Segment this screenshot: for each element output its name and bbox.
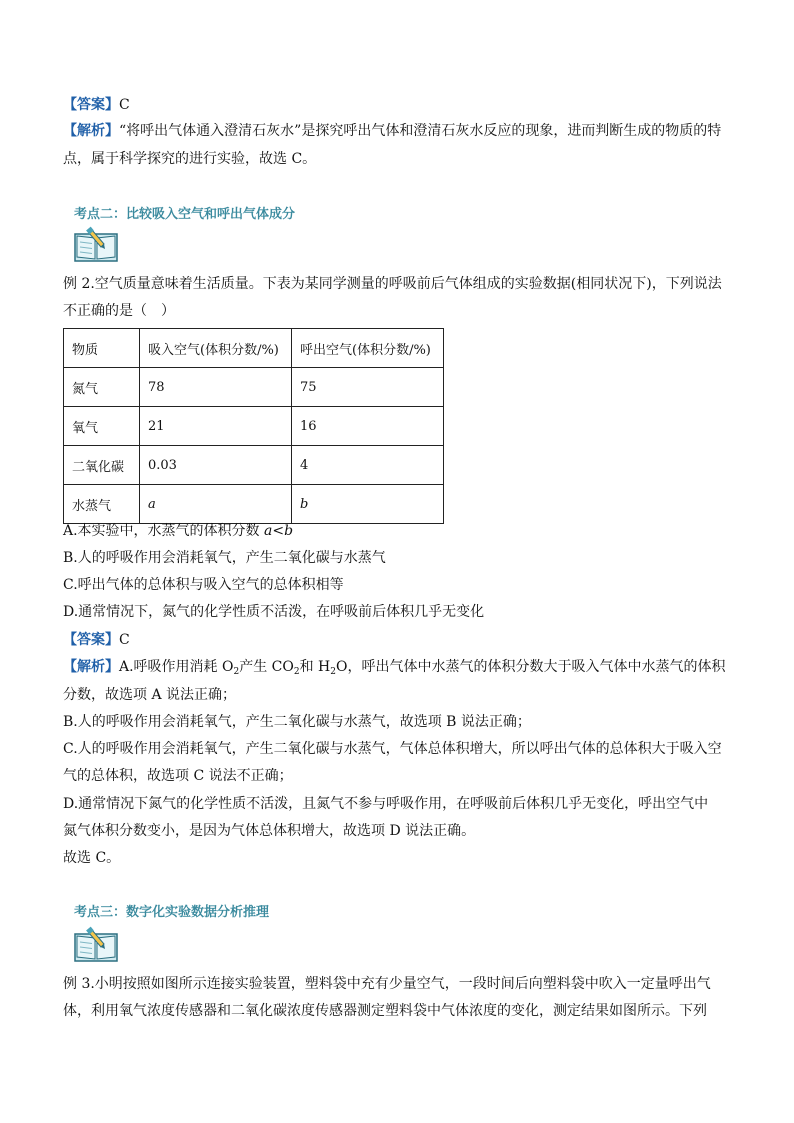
analysis-text: O，呼出气体中水蒸气的体积分数大于吸入气体中水蒸气的体积 (336, 659, 726, 675)
option-a-text: A.本实验中，水蒸气的体积分数 (63, 523, 265, 539)
table-header-row (64, 329, 444, 368)
q1-analysis-line1 (63, 122, 721, 140)
analysis-text: 产生 CO (239, 659, 294, 675)
answer-value: C (119, 97, 130, 113)
table-cell: 75 (292, 368, 444, 407)
table-cell: 0.03 (140, 446, 292, 485)
table-cell: 78 (140, 368, 292, 407)
analysis-tag: 【解析】 (63, 123, 119, 139)
example2-analysis-line3: B.人的呼吸作用会消耗氧气，产生二氧化碳与水蒸气，故选项 B 说法正确； (63, 714, 531, 730)
table-cell: 氮气 (64, 368, 140, 407)
example3-line2: 体，利用氧气浓度传感器和二氧化碳浓度传感器测定塑料袋中气体浓度的变化，测定结果如图所示。下列 (63, 1003, 707, 1019)
example2-analysis-line5: 气的总体积，故选项 C 说法不正确； (63, 768, 293, 784)
answer-tag: 【答案】 (63, 632, 119, 648)
example2-line2: 不正确的是（ ） (63, 303, 175, 319)
table-cell: 二氧化碳 (64, 446, 140, 485)
example2-answer-line (63, 631, 130, 649)
gas-composition-table (63, 328, 444, 524)
table-header-cell: 吸入空气(体积分数/%) (140, 329, 292, 368)
example2-line1: 例 2.空气质量意味着生活质量。下表为某同学测量的呼吸前后气体组成的实验数据(相同状况下)，下列说法 (63, 276, 722, 292)
answer-tag: 【答案】 (63, 97, 119, 113)
table-cell: 4 (292, 446, 444, 485)
subscript: 2 (293, 667, 300, 677)
table-cell: 水蒸气 (64, 485, 140, 524)
table-header-cell: 呼出空气(体积分数/%) (292, 329, 444, 368)
analysis-text: “将呼出气体通入澄清石灰水”是探究呼出气体和澄清石灰水反应的现象，进而判断生成的物质的特 (119, 123, 722, 139)
table-cell: a (140, 485, 292, 524)
table-row (64, 368, 444, 407)
section3-heading: 考点三：数字化实验数据分析推理 (74, 905, 270, 920)
example2-analysis-line7: 氮气体积分数变小，是因为气体总体积增大，故选项 D 说法正确。 (63, 823, 476, 839)
table-cell: 氧气 (64, 407, 140, 446)
analysis-text: 和 H (299, 659, 331, 675)
option-a-variable: a<b (264, 523, 294, 539)
option-c: C.呼出气体的总体积与吸入空气的总体积相等 (63, 577, 344, 593)
table-header-cell: 物质 (64, 329, 140, 368)
book-pencil-icon (74, 926, 118, 962)
example3-line1: 例 3.小明按照如图所示连接实验装置，塑料袋中充有少量空气，一段时间后向塑料袋中吹入一定量呼出气 (63, 976, 711, 992)
subscript: 2 (330, 667, 337, 677)
option-d: D.通常情况下，氮气的化学性质不活泼，在呼吸前后体积几乎无变化 (63, 604, 485, 620)
table-row (64, 485, 444, 524)
example2-analysis-line6: D.通常情况下氮气的化学性质不活泼，且氮气不参与呼吸作用，在呼吸前后体积几乎无变化，呼出空气中 (63, 796, 709, 812)
table-cell: b (292, 485, 444, 524)
answer-value: C (119, 632, 130, 648)
section2-heading: 考点二：比较吸入空气和呼出气体成分 (74, 207, 296, 222)
analysis-text: A.呼吸作用消耗 O (119, 659, 234, 675)
table-row (64, 407, 444, 446)
q1-answer-line (63, 96, 130, 114)
example2-analysis-line8: 故选 C。 (63, 850, 121, 866)
table-cell: 21 (140, 407, 292, 446)
example2-analysis-line1 (63, 658, 726, 676)
option-a (63, 522, 293, 540)
example2-analysis-line4: C.人的呼吸作用会消耗氧气，产生二氧化碳与水蒸气，气体总体积增大，所以呼出气体的总体积大于吸入空 (63, 741, 722, 757)
table-cell: 16 (292, 407, 444, 446)
q1-analysis-line2: 点，属于科学探究的进行实验，故选 C。 (63, 151, 317, 167)
book-pencil-icon (74, 226, 118, 262)
subscript: 2 (233, 667, 240, 677)
analysis-tag: 【解析】 (63, 659, 119, 675)
example2-analysis-line2: 分数，故选项 A 说法正确； (63, 687, 237, 703)
table-row (64, 446, 444, 485)
option-b: B.人的呼吸作用会消耗氧气，产生二氧化碳与水蒸气 (63, 550, 386, 566)
